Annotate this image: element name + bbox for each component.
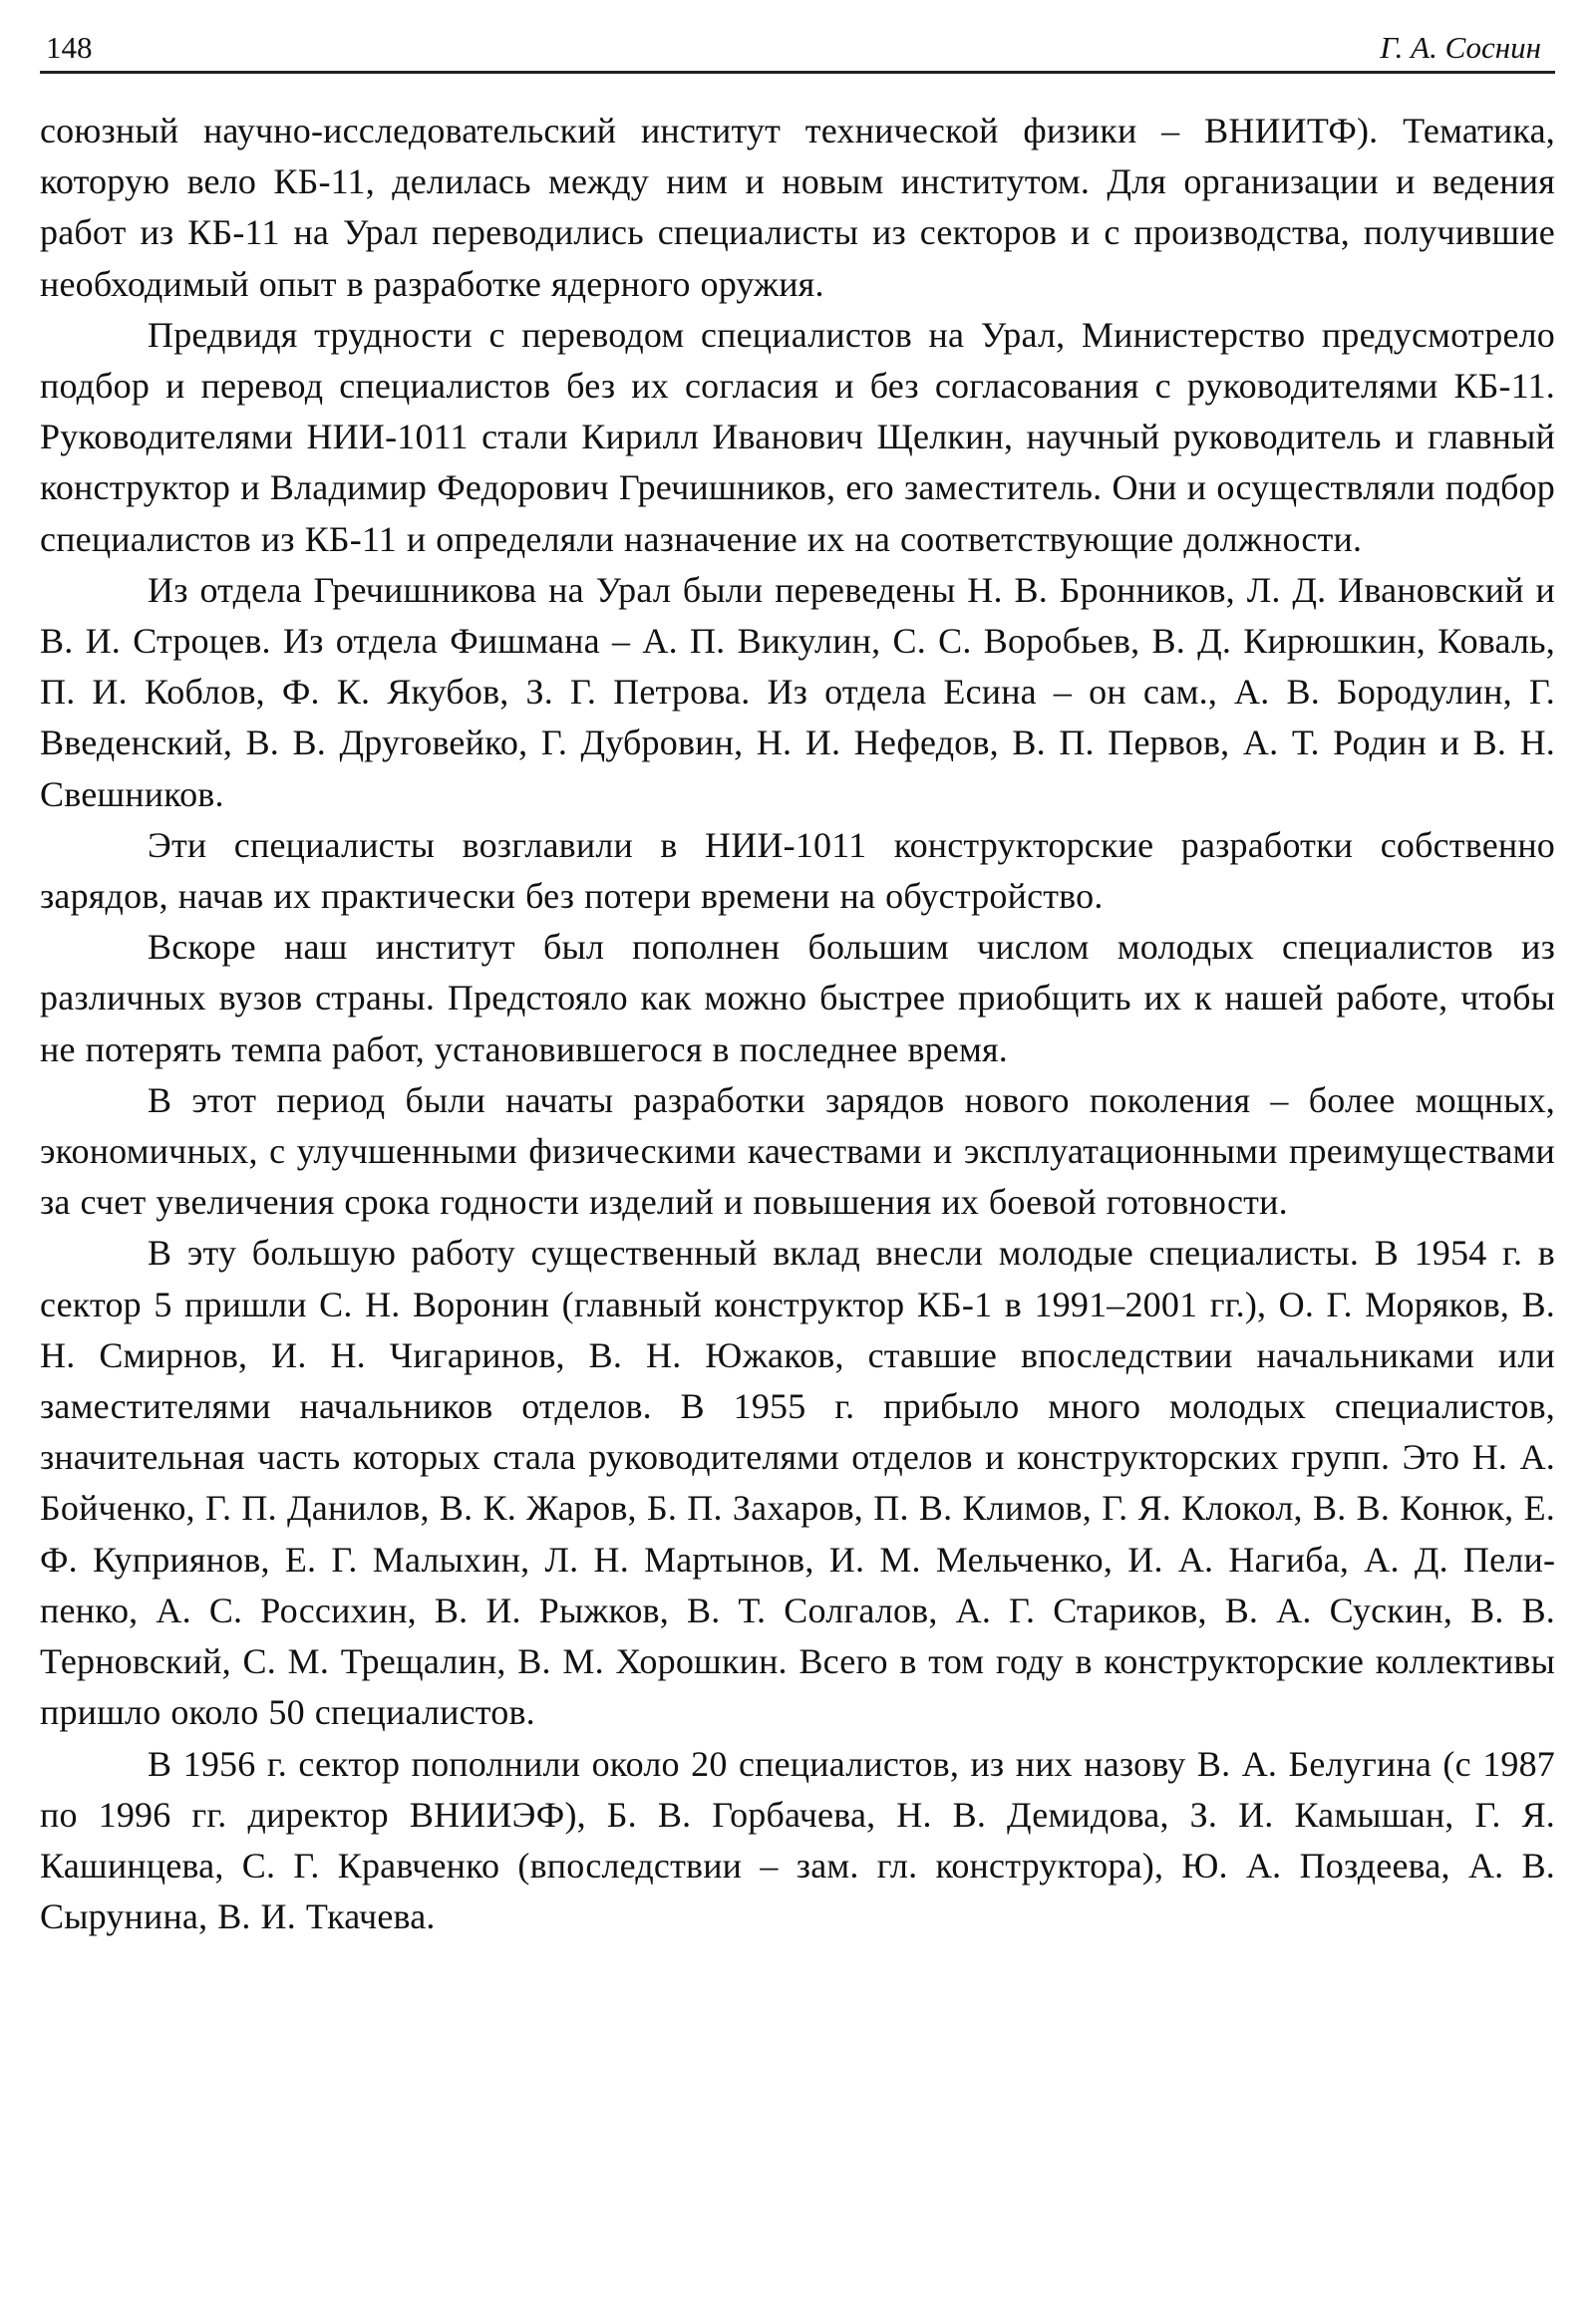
running-head-author: Г. А. Соснин <box>1380 30 1541 65</box>
paragraph-8: В 1956 г. сектор пополнили около 20 специалистов, из них назову В. А. Белугина (с 1987 по 1996 гг. директор ВНИИЭФ), Б. В. Горбачева, Н. В. Демидова, З. И. Камышан, Г. Я. Кашинцева, С. Г. Кравченко (впоследствии – зам. гл. конструктора), Ю. А. Поздеева, А. В. Сырунина, В. И. Ткачева. <box>40 1743 1555 1937</box>
paragraph-1: союзный научно-исследовательский институт технической физики – ВНИИТФ). Тематика, которую вело КБ-11, делилась между ним и новым институтом. Для организации и ведения работ из КБ-11 на Урал переводились специалисты из секторов и с производства, получившие необходимый опыт в разработке ядерного оружия. <box>40 111 1555 304</box>
paragraph-6: В этот период были начаты разработки зарядов нового поколения – более мощных, экономичных, с улучшенными физическими качествами и эксплуатационными преимуществами за счет увеличения срока годности изделий и повышения их боевой готовности. <box>40 1079 1555 1223</box>
paragraph-2: Предвидя трудности с переводом специалистов на Урал, Министерство предусмотрело подбор и перевод специалистов без их согласия и без согласования с руководителями КБ-11. Руководителями НИИ-1011 стали Кирилл Иванович Щелкин, научный руководитель и главный конструктор и Владимир Федорович Гречишников, его заместитель. Они и осуществляли подбор специалистов из КБ-11 и определяли назначение их на соответствующие должности. <box>40 314 1555 559</box>
page-header <box>40 22 1555 74</box>
paragraph-7: В эту большую работу существенный вклад внесли молодые специалисты. В 1954 г. в сектор 5 пришли С. Н. Воронин (главный конструктор КБ-1 в 1991–2001 гг.), О. Г. Моряков, В. Н. Смирнов, И. Н. Чигаринов, В. Н. Южаков, ставшие впоследствии начальниками или заместителями начальников отделов. В 1955 г. прибыло много молодых специалистов, значительная часть которых стала руководителями отделов и конструкторских групп. Это Н. А. Бойченко, Г. П. Данилов, В. К. Жаров, Б. П. Захаров, П. В. Климов, Г. Я. Клокол, В. В. Конюк, Е. Ф. Куприянов, Е. Г. Малыхин, Л. Н. Мартынов, И. М. Мельченко, И. А. Нагиба, А. Д. Пелипенко, А. С. Россихин, В. И. Рыжков, В. Т. Солгалов, А. Г. Стариков, В. А. Сускин, В. В. Терновский, С. М. Трещалин, В. М. Хорошкин. Всего в том году в конструкторские коллективы пришло около 50 специалистов. <box>40 1233 1555 1733</box>
paragraph-5: Вскоре наш институт был пополнен большим числом молодых специалистов из различных вузов страны. Предстояло как можно быстрее приобщить их к нашей работе, чтобы не потерять темпа работ, установившегося в последнее время. <box>40 927 1555 1069</box>
page-number: 148 <box>46 30 93 65</box>
book-page <box>40 22 1555 2304</box>
paragraph-4: Эти специалисты возглавили в НИИ-1011 конструкторские разработки собственно зарядов, начав их практически без потери времени на обустройство. <box>40 824 1555 917</box>
paragraph-3: Из отдела Гречишникова на Урал были переведены Н. В. Бронников, Л. Д. Ивановский и В. И. Строцев. Из отдела Фишмана – А. П. Викулин, С. С. Воробьев, В. Д. Кирюшкин, Коваль, П. И. Коблов, Ф. К. Якубов, З. Г. Петрова. Из отдела Есина – он сам., А. В. Бородулин, Г. Введенский, В. В. Друговейко, Г. Дубровин, Н. И. Нефедов, В. П. Первов, А. Т. Родин и В. Н. Свешников. <box>40 569 1555 814</box>
body-text <box>40 106 1555 1942</box>
